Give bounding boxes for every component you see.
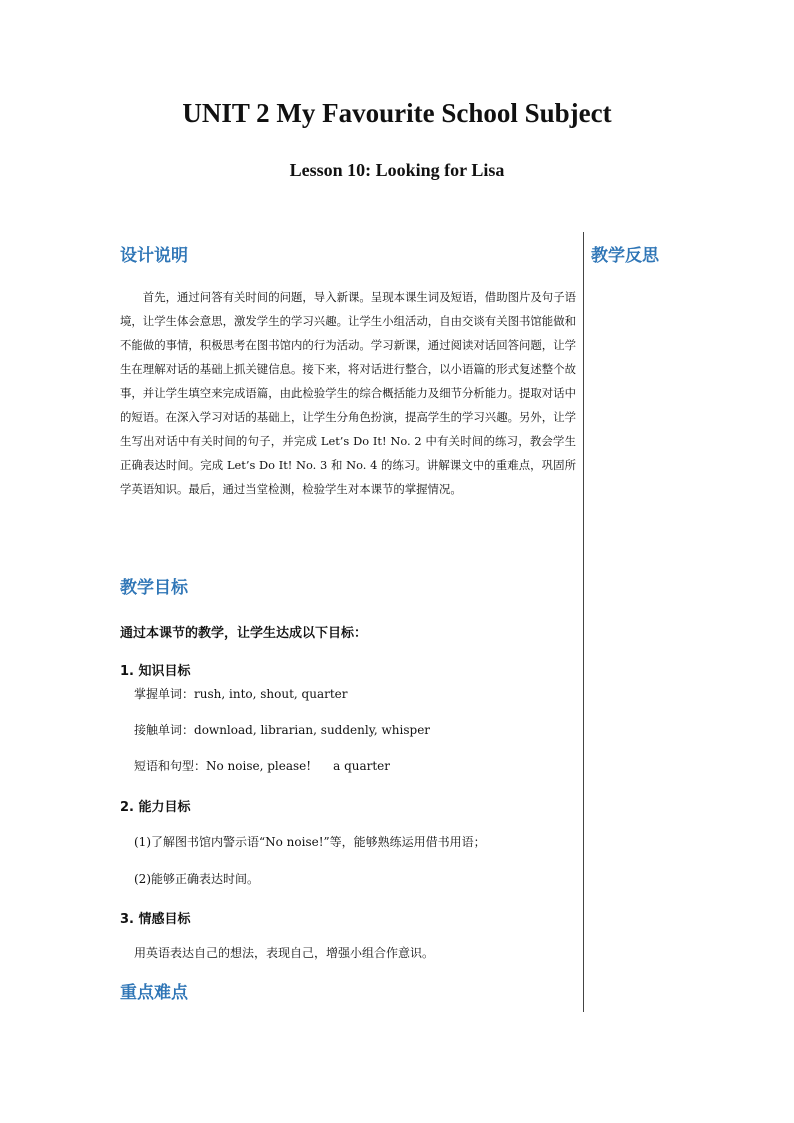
- mastery-words: rush, into, shout, quarter: [194, 687, 348, 701]
- contact-words-line: [134, 721, 430, 738]
- teaching-objectives-heading: 教学目标: [120, 578, 188, 598]
- objectives-intro: 通过本课节的教学，让学生达成以下目标：: [120, 626, 368, 641]
- phrase-2: a quarter: [333, 759, 391, 773]
- ability-item-1: (1)了解图书馆内警示语“No noise!”等，能够熟练运用借书用语；: [134, 835, 486, 849]
- phrases-line: [134, 757, 390, 774]
- column-divider: [583, 232, 584, 1012]
- emotion-objectives-title: 3. 情感目标: [120, 912, 191, 927]
- phrases-label: 短语和句型：: [134, 759, 207, 773]
- mastery-words-label: 掌握单词：: [134, 687, 195, 701]
- knowledge-objectives-title: 1. 知识目标: [120, 664, 191, 679]
- ability-objectives-title: 2. 能力目标: [120, 800, 191, 815]
- contact-words-label: 接触单词：: [134, 723, 195, 737]
- teaching-reflection-heading: 教学反思: [591, 246, 659, 266]
- emotion-item-1: 用英语表达自己的想法，表现自己，增强小组合作意识。: [134, 946, 435, 960]
- design-notes-heading: 设计说明: [120, 246, 188, 266]
- phrase-1: No noise, please!: [206, 759, 312, 773]
- mastery-words-line: [134, 685, 348, 702]
- document-title: UNIT 2 My Favourite School Subject: [182, 98, 612, 128]
- lesson-subtitle: Lesson 10: Looking for Lisa: [289, 160, 505, 180]
- ability-item-2: (2)能够正确表达时间。: [134, 872, 259, 886]
- contact-words: download, librarian, suddenly, whisper: [194, 723, 431, 737]
- key-difficult-points-heading: 重点难点: [120, 983, 188, 1003]
- design-notes-paragraph: 首先，通过问答有关时间的问题，导入新课。呈现本课生词及短语，借助图片及句子语境，让学生体会意思，激发学生的学习兴趣。让学生小组活动，自由交谈有关图书馆能做和不能做的事情，积极思考在图书馆内的行为活动。学习新课，通过阅读对话回答问题，让学生在理解对话的基础上抓关键信息。接下来，将对话进行整合，以小语篇的形式复述整个故事，并让学生填空来完成语篇，由此检验学生的综合概括能力及细节分析能力。提取对话中的短语。在深入学习对话的基础上，让学生分角色扮演，提高学生的学习兴趣。另外，让学生写出对话中有关时间的句子，并完成 Let’s Do It! No. 2 中有关时间的练习，教会学生正确表达时间。完成 Let’s Do It! No. 3 和 No. 4 的练习。讲解课文中的重难点，巩固所学英语知识。最后，通过当堂检测，检验学生对本课节的掌握情况。: [120, 290, 576, 496]
